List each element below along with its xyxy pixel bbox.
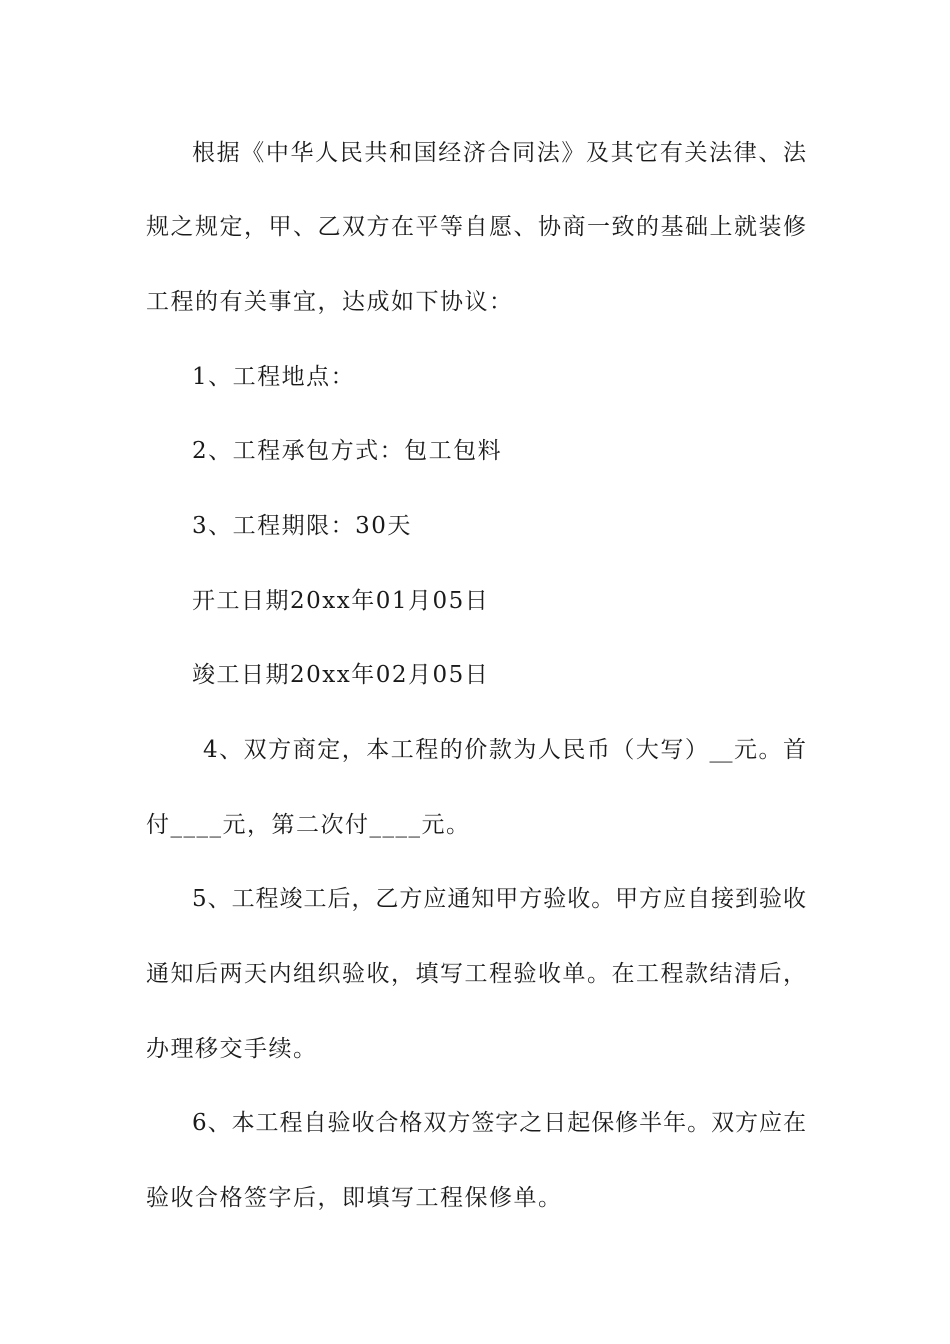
clause-2-contract-method: 2、工程承包方式：包工包料 bbox=[192, 438, 503, 464]
clause-6-line-1: 6、本工程自验收合格双方签字之日起保修半年。双方应在 bbox=[192, 1110, 806, 1136]
clause-3-duration: 3、工程期限：30天 bbox=[192, 513, 412, 539]
start-date-line: 开工日期20xx年01月05日 bbox=[192, 588, 490, 614]
clause-4-line-1: 4、双方商定，本工程的价款为人民币（大写）__元。首 bbox=[203, 737, 806, 763]
intro-line-2: 规之规定，甲、乙双方在平等自愿、协商一致的基础上就装修 bbox=[146, 214, 806, 240]
end-date-line: 竣工日期20xx年02月05日 bbox=[192, 662, 490, 688]
clause-4-line-2: 付____元，第二次付____元。 bbox=[146, 812, 471, 838]
clause-1-location: 1、工程地点： bbox=[192, 364, 356, 390]
clause-5-line-3: 办理移交手续。 bbox=[146, 1036, 318, 1062]
intro-line-3: 工程的有关事宜，达成如下协议： bbox=[146, 289, 514, 315]
clause-6-line-2: 验收合格签字后，即填写工程保修单。 bbox=[146, 1185, 563, 1211]
intro-line-1: 根据《中华人民共和国经济合同法》及其它有关法律、法 bbox=[192, 140, 806, 166]
clause-5-line-1: 5、工程竣工后，乙方应通知甲方验收。甲方应自接到验收 bbox=[192, 886, 806, 912]
clause-5-line-2: 通知后两天内组织验收，填写工程验收单。在工程款结清后， bbox=[146, 961, 806, 987]
